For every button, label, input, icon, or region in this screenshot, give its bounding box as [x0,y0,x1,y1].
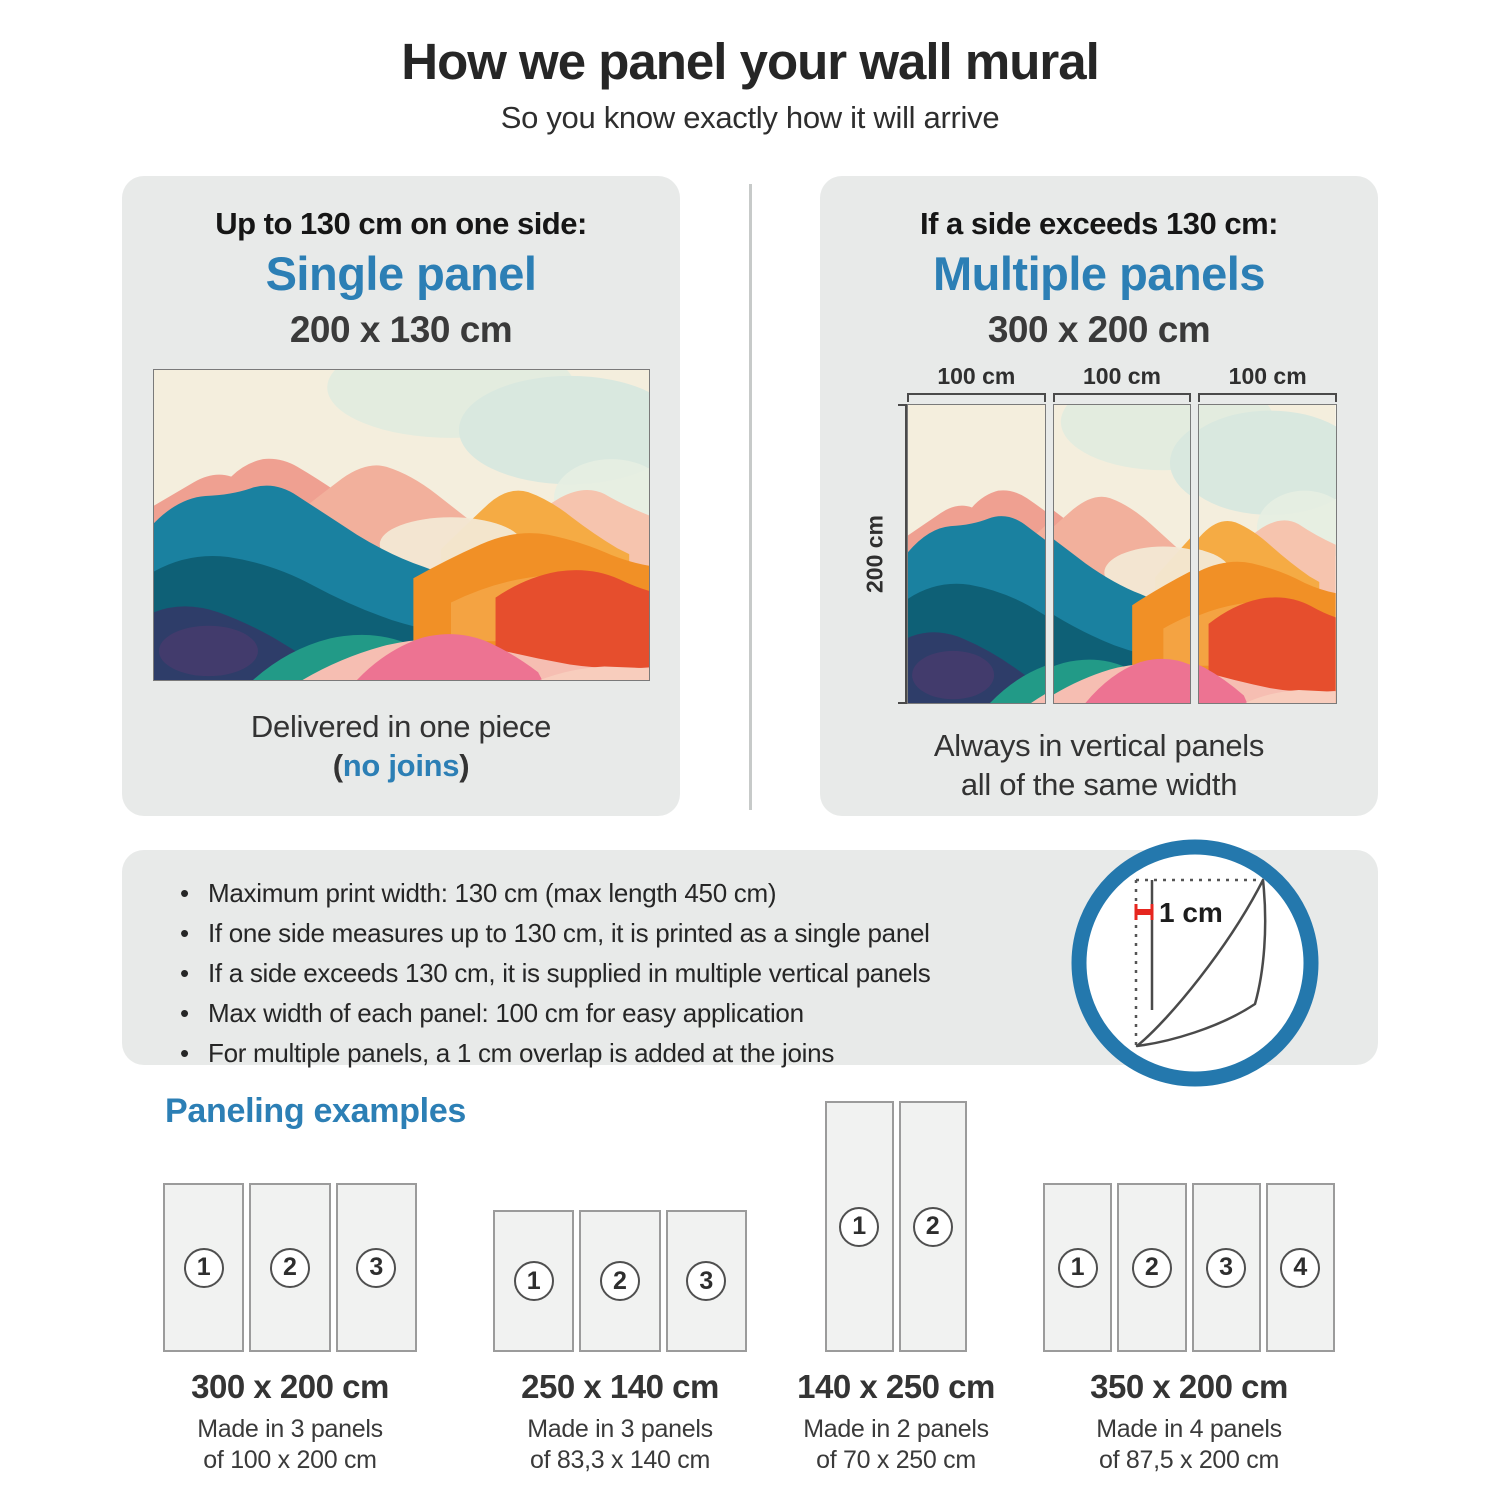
example-panel [493,1210,574,1352]
height-measure-bracket [898,404,907,704]
panel-number-badge: 1 [514,1261,554,1301]
example-diagram [163,1183,417,1352]
overlap-icon [1064,832,1326,1094]
height-measure [861,404,907,704]
overlap-label: 1 cm [1159,897,1223,928]
caption-no-joins [122,746,680,785]
example-panel [1266,1183,1335,1352]
multiple-condition: If a side exceeds 130 cm: [919,206,1278,241]
example-size: 250 x 140 cm [521,1368,719,1405]
example-panel [825,1101,894,1352]
info-bullet: • Maximum print width: 130 cm (max length 450 cm) [178,873,1078,913]
mural-slice-art-2 [1054,405,1191,703]
caption-vertical-2: all of the same width [960,767,1238,802]
panel-number-badge: 3 [1206,1248,1246,1288]
example-made: Made in 4 panels [1096,1415,1282,1443]
example-panel [249,1183,330,1352]
panel-number-badge: 3 [356,1248,396,1288]
mural-figure-annotated [820,363,1378,704]
caption-delivered: Delivered in one piece [250,709,552,744]
width-measure-bracket-1 [907,393,1046,402]
example-diagram [1043,1183,1335,1352]
example-panel [579,1210,660,1352]
example-of: of 83,3 x 140 cm [529,1446,711,1474]
single-size: 200 x 130 cm [289,309,513,350]
example-panel [1117,1183,1186,1352]
example-size: 350 x 200 cm [1090,1368,1288,1405]
mural-slice-art-3 [1199,405,1336,703]
example-size: 140 x 250 cm [797,1368,995,1405]
width-measure-bracket-2 [1053,393,1192,402]
mural-image [153,369,650,681]
example-panel [899,1101,968,1352]
panel-number-badge: 1 [839,1207,879,1247]
width-measure-bracket-3 [1198,393,1337,402]
example-diagram-wrap [163,1100,417,1352]
multiple-panels-card [820,176,1378,816]
panel-number-badge: 1 [184,1248,224,1288]
cards-divider [749,184,752,810]
multiple-type-name: Multiple panels [933,247,1265,300]
mural-panels-figure [907,363,1337,704]
multiple-caption [820,726,1378,804]
single-type-name: Single panel [265,247,537,300]
panel-number-badge: 1 [1058,1248,1098,1288]
example-panel [1043,1183,1112,1352]
paren-close: ) [459,748,470,783]
info-bullet: • If a side exceeds 130 cm, it is supplied in multiple vertical panels [178,953,1078,993]
example-diagram-wrap [825,1100,967,1352]
info-bullet: • Max width of each panel: 100 cm for easy application [178,993,1078,1033]
width-measure-labels [907,363,1337,390]
mural-panels-row [907,404,1337,704]
example-made: Made in 3 panels [197,1415,383,1443]
example-made: Made in 3 panels [527,1415,713,1443]
page-subtitle: So you know exactly how it will arrive [500,100,1000,135]
mural-panel-slice-1 [907,404,1046,704]
page-title: How we panel your wall mural [401,33,1099,90]
panel-number-badge: 2 [270,1248,310,1288]
width-measure-label-3: 100 cm [1228,363,1307,389]
height-measure-label: 200 cm [861,514,888,594]
info-bullet: • If one side measures up to 130 cm, it is printed as a single panel [178,913,1078,953]
width-measure-brackets [907,393,1337,402]
example-panel [1192,1183,1261,1352]
example-diagram-wrap [1043,1100,1335,1352]
example-of: of 87,5 x 200 cm [1098,1446,1280,1474]
mural-slice-art-1 [908,405,1045,703]
width-measure-label-2: 100 cm [1083,363,1162,389]
example-column-3 [726,1100,1066,1476]
example-made: Made in 2 panels [803,1415,989,1443]
mural-artwork [154,370,649,680]
panel-number-badge: 3 [686,1261,726,1301]
example-column-4 [1019,1100,1359,1476]
width-measure-label-1: 100 cm [937,363,1016,389]
panel-number-badge: 2 [1132,1248,1172,1288]
example-of: of 70 x 250 cm [816,1446,976,1474]
example-panel [336,1183,417,1352]
single-panel-card [122,176,680,816]
panel-number-badge: 4 [1280,1248,1320,1288]
info-bullet: • For multiple panels, a 1 cm overlap is added at the joins [178,1033,1078,1073]
mural-panel-slice-2 [1053,404,1192,704]
example-diagram-wrap [493,1100,747,1352]
caption-vertical-1: Always in vertical panels [933,728,1265,763]
multiple-size: 300 x 200 cm [987,309,1211,350]
example-column-1 [120,1100,460,1476]
examples-row [0,1100,1500,1490]
example-size: 300 x 200 cm [191,1368,389,1405]
mural-panel-slice-3 [1198,404,1337,704]
example-of: of 100 x 200 cm [203,1446,377,1474]
examples-heading: Paneling examples [165,1092,467,1130]
panel-number-badge: 2 [913,1207,953,1247]
panel-number-badge: 2 [600,1261,640,1301]
single-caption [122,707,680,785]
example-diagram [493,1210,747,1352]
no-joins-highlight: no joins [342,748,460,783]
paren-open: ( [332,748,343,783]
example-diagram [825,1101,967,1352]
example-panel [163,1183,244,1352]
single-condition: Up to 130 cm on one side: [215,206,587,241]
page-curl-icon [1064,832,1326,1094]
